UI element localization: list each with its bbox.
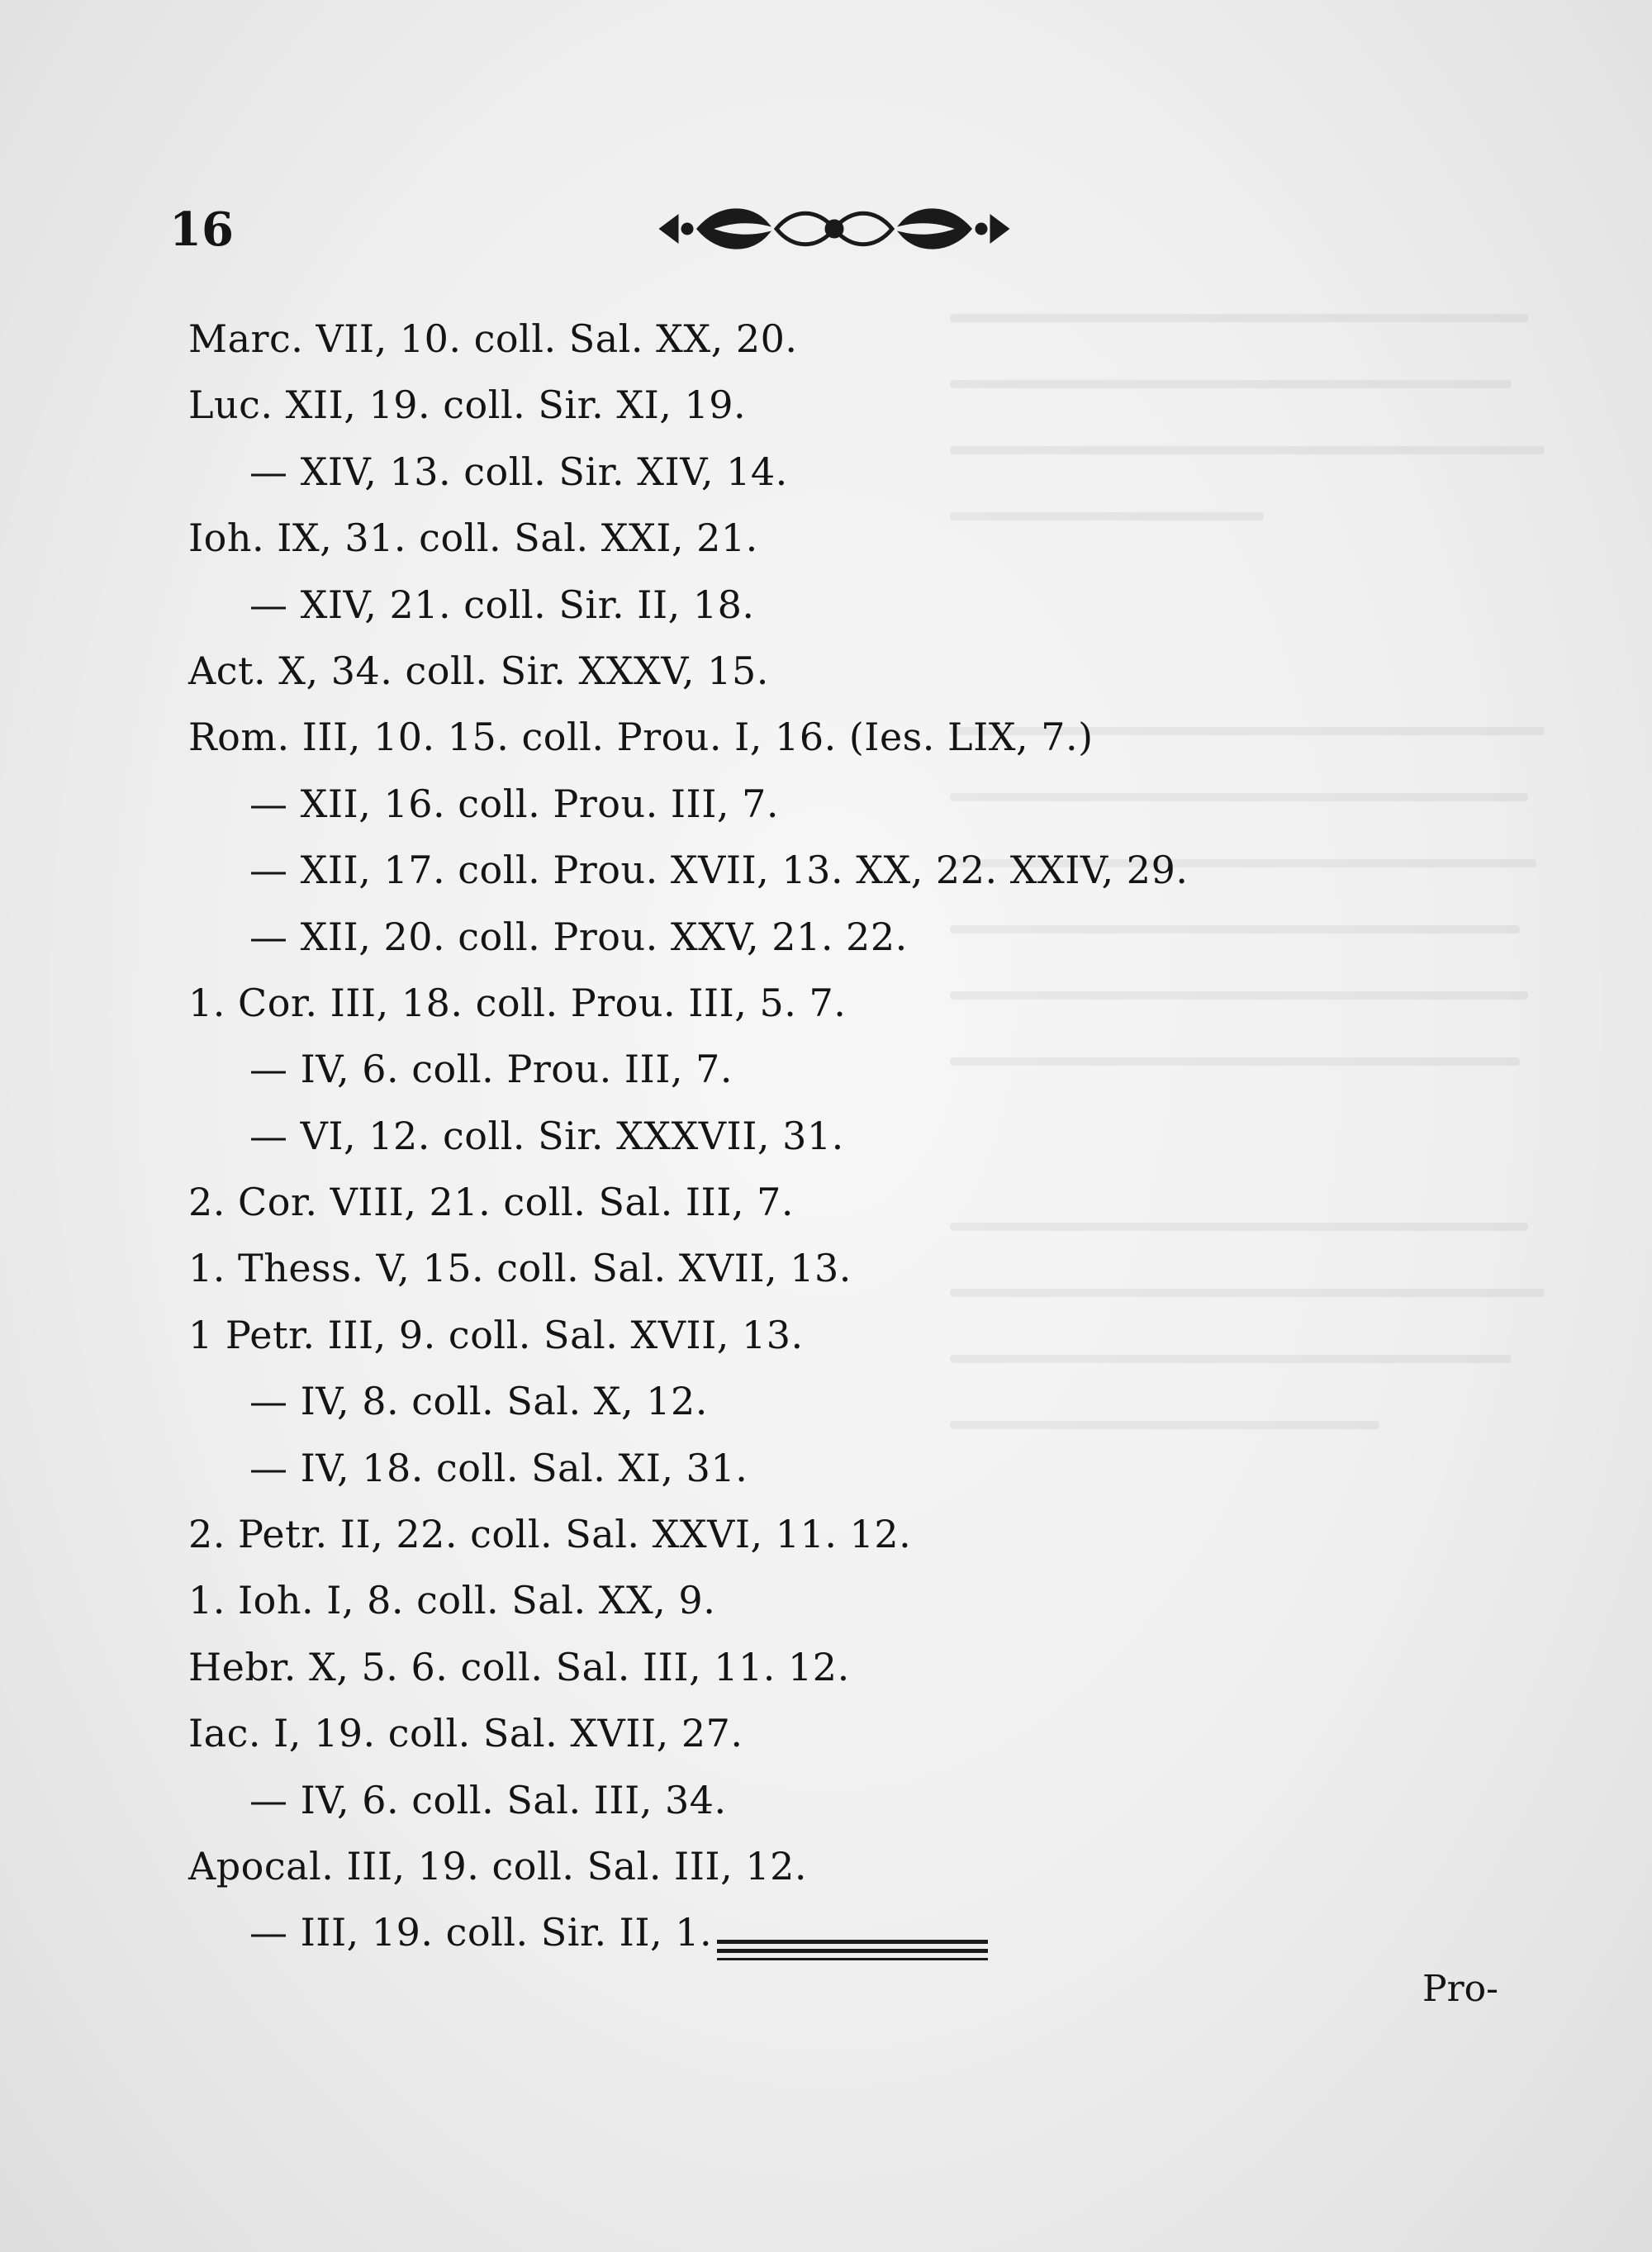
reference-entry: [188, 1833, 1576, 1899]
reference-entry: [188, 372, 1576, 438]
reference-text: Act. X, 34. coll. Sir. XXXV, 15.: [188, 648, 769, 693]
reference-text: Luc. XII, 19. coll. Sir. XI, 19.: [188, 382, 747, 428]
reference-entry: [188, 771, 1576, 837]
reference-entry: [188, 1103, 1576, 1169]
reference-entry: [188, 1634, 1576, 1700]
page-number: 16: [169, 202, 234, 257]
reference-text: — IV, 18. coll. Sal. XI, 31.: [249, 1445, 748, 1490]
reference-entry: [188, 306, 1576, 372]
double-rule-icon: [717, 1940, 988, 1965]
reference-text: — XII, 16. coll. Prou. III, 7.: [249, 781, 780, 826]
reference-text: 1. Ioh. I, 8. coll. Sal. XX, 9.: [188, 1578, 716, 1623]
reference-list: [188, 306, 1576, 1966]
reference-entry: [188, 1235, 1576, 1301]
reference-text: — IV, 6. coll. Prou. III, 7.: [249, 1047, 733, 1092]
reference-text: — XIV, 13. coll. Sir. XIV, 14.: [249, 449, 788, 494]
reference-entry: [188, 1435, 1576, 1501]
reference-text: Apocal. III, 19. coll. Sal. III, 12.: [188, 1843, 807, 1889]
reference-text: — XII, 20. coll. Prou. XXV, 21. 22.: [249, 914, 908, 959]
fleuron-ornament-icon: [653, 192, 1016, 266]
reference-text: Rom. III, 10. 15. coll. Prou. I, 16. (Ies. LIX, 7.): [188, 715, 1094, 760]
catchword: Pro-: [1422, 1968, 1498, 2010]
reference-entry: [188, 1169, 1576, 1235]
reference-text: — III, 19. coll. Sir. II, 1.: [249, 1910, 713, 1955]
reference-entry: [188, 1368, 1576, 1434]
reference-entry: [188, 1302, 1576, 1368]
reference-entry: [188, 505, 1576, 571]
reference-entry: [188, 1036, 1576, 1102]
reference-text: 2. Petr. II, 22. coll. Sal. XXVI, 11. 12.: [188, 1512, 912, 1557]
reference-entry: [188, 1567, 1576, 1633]
reference-text: Ioh. IX, 31. coll. Sal. XXI, 21.: [188, 515, 758, 561]
reference-entry: [188, 1767, 1576, 1833]
reference-text: 1. Thess. V, 15. coll. Sal. XVII, 13.: [188, 1246, 852, 1291]
reference-text: — XIV, 21. coll. Sir. II, 18.: [249, 582, 755, 627]
reference-text: Hebr. X, 5. 6. coll. Sal. III, 11. 12.: [188, 1644, 850, 1689]
reference-entry: [188, 1700, 1576, 1766]
reference-entry: [188, 704, 1576, 770]
reference-entry: [188, 572, 1576, 638]
reference-entry: [188, 439, 1576, 505]
reference-entry: [188, 1501, 1576, 1567]
reference-entry: [188, 638, 1576, 704]
reference-text: Iac. I, 19. coll. Sal. XVII, 27.: [188, 1711, 743, 1756]
reference-text: Marc. VII, 10. coll. Sal. XX, 20.: [188, 316, 798, 361]
reference-entry: [188, 837, 1576, 903]
reference-text: — IV, 8. coll. Sal. X, 12.: [249, 1379, 708, 1424]
reference-text: 2. Cor. VIII, 21. coll. Sal. III, 7.: [188, 1180, 794, 1225]
reference-text: 1 Petr. III, 9. coll. Sal. XVII, 13.: [188, 1312, 804, 1357]
reference-text: — IV, 6. coll. Sal. III, 34.: [249, 1777, 727, 1822]
reference-text: — VI, 12. coll. Sir. XXXVII, 31.: [249, 1113, 844, 1158]
reference-text: — XII, 17. coll. Prou. XVII, 13. XX, 22. XXIV, 29.: [249, 848, 1189, 893]
reference-text: 1. Cor. III, 18. coll. Prou. III, 5. 7.: [188, 980, 847, 1025]
reference-entry: [188, 904, 1576, 970]
reference-entry: [188, 970, 1576, 1036]
